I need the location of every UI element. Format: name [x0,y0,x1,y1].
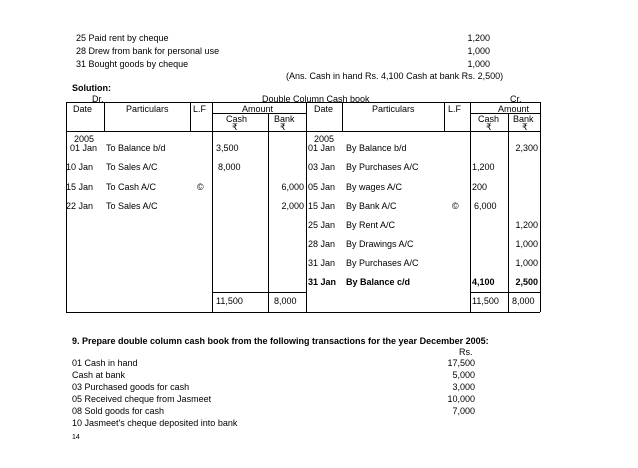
dr-total-rule [212,292,306,293]
table-row-date: 15 Jan [308,201,336,211]
intro-amount-3: 1,000 [467,59,490,69]
question-title: 9. Prepare double column cash book from the following transactions for the year December 2005: [72,336,489,346]
table-row-particulars: To Sales A/C [106,162,158,172]
table-row-date: 03 Jan [308,162,336,172]
question-amount: 5,000 [452,370,475,380]
table-row-lf: © [452,201,459,211]
table-row-particulars: By Purchases A/C [346,162,419,172]
dr-total-cash: 11,500 [216,296,243,306]
table-row-cash: 6,000 [474,201,497,211]
table-row-particulars: By Drawings A/C [346,239,414,249]
intro-line-1: 25 Paid rent by cheque [76,33,169,43]
intro-line-3: 31 Bought goods by cheque [76,59,189,69]
table-row-bank: 1,000 [515,258,538,268]
cr-year: 2005 [314,134,335,144]
dr-lf-header: L.F [193,104,207,114]
intro-amount-1: 1,200 [467,33,490,43]
table-row-particulars: By Rent A/C [346,220,396,230]
table-row-particulars: By Balance b/d [346,143,407,153]
dr-cash-header: Cash [226,114,248,124]
cr-cash-header: Cash [478,114,500,124]
dr-bank-rupee: ₹ [280,122,286,132]
cr-total-bank: 8,000 [512,296,535,306]
table-row-bank: 1,200 [515,220,538,230]
table-row-date: 22 Jan [66,201,94,211]
intro-amount-2: 1,000 [467,46,490,56]
cr-date-header: Date [314,104,334,114]
intro-line-2: 28 Drew from bank for personal use [76,46,220,56]
table-row-particulars: By Balance c/d [346,277,411,287]
dr-year: 2005 [74,134,95,144]
question-item: 08 Sold goods for cash [72,406,165,416]
dr-label: Dr. [92,94,104,104]
col-line [104,102,105,131]
table-row-particulars: By Bank A/C [346,201,397,211]
table-row-particulars: To Sales A/C [106,201,158,211]
col-line [342,102,343,131]
table-row-bank: 6,000 [281,182,304,192]
cr-total-rule [470,292,540,293]
table-row-date: 28 Jan [308,239,336,249]
cr-cash-rupee: ₹ [486,122,492,132]
col-line [190,102,191,131]
question-item: 03 Purchased goods for cash [72,382,190,392]
cr-total-cash: 11,500 [472,296,499,306]
table-top-rule [66,102,540,103]
table-row-date: 31 Jan [308,277,337,287]
cr-bank-header: Bank [513,114,534,124]
table-row-cash: 1,200 [472,162,495,172]
dr-amount-header: Amount [242,104,274,114]
dr-bank-header: Bank [274,114,295,124]
cr-particulars-header: Particulars [372,104,415,114]
dr-date-header: Date [73,104,93,114]
table-row-bank: 2,000 [281,201,304,211]
cr-label: Cr. [510,94,522,104]
table-row-lf: © [197,182,204,192]
table-row-date: 01 Jan [70,143,98,153]
cr-lf-header: L.F [448,104,462,114]
question-amount: 3,000 [452,382,475,392]
table-row-bank: 1,000 [515,239,538,249]
cr-bank-rupee: ₹ [522,122,528,132]
dr-particulars-header: Particulars [126,104,169,114]
rs-label: Rs. [459,347,473,357]
table-row-cash: 3,500 [216,143,239,153]
table-row-particulars: By Purchases A/C [346,258,419,268]
question-amount: 17,500 [447,358,475,368]
question-item: 01 Cash in hand [72,358,138,368]
col-line [444,102,445,131]
header-bottom-rule [66,131,540,132]
page-number: 14 [72,434,80,441]
book-title: Double Column Cash book [262,94,370,104]
question-item: 10 Jasmeet's cheque deposited into bank [72,418,238,428]
answer-note: (Ans. Cash in hand Rs. 4,100 Cash at bank Rs. 2,500) [286,71,504,81]
table-row-date: 01 Jan [308,143,336,153]
col-line [470,102,471,312]
col-line [212,102,213,312]
table-row-cash: 8,000 [218,162,241,172]
dr-cash-rupee: ₹ [232,122,238,132]
col-line [306,102,307,312]
dr-total-bank: 8,000 [274,296,297,306]
col-line [540,102,541,312]
table-row-date: 05 Jan [308,182,336,192]
table-row-date: 15 Jan [66,182,94,192]
table-bottom-rule [66,312,540,313]
question-item: Cash at bank [72,370,126,380]
table-row-cash: 200 [472,182,488,192]
table-row-cash: 4,100 [472,277,495,287]
col-line [268,113,269,312]
table-row-bank: 2,500 [515,277,538,287]
table-row-date: 25 Jan [308,220,336,230]
question-item: 05 Received cheque from Jasmeet [72,394,212,404]
table-row-particulars: By wages A/C [346,182,403,192]
question-amount: 10,000 [447,394,475,404]
question-amount: 7,000 [452,406,475,416]
table-row-particulars: To Cash A/C [106,182,157,192]
table-row-date: 31 Jan [308,258,336,268]
table-row-particulars: To Balance b/d [106,143,166,153]
cr-amount-header: Amount [498,104,530,114]
table-row-date: 10 Jan [66,162,94,172]
table-row-bank: 2,300 [515,143,538,153]
solution-label: Solution: [72,83,111,93]
